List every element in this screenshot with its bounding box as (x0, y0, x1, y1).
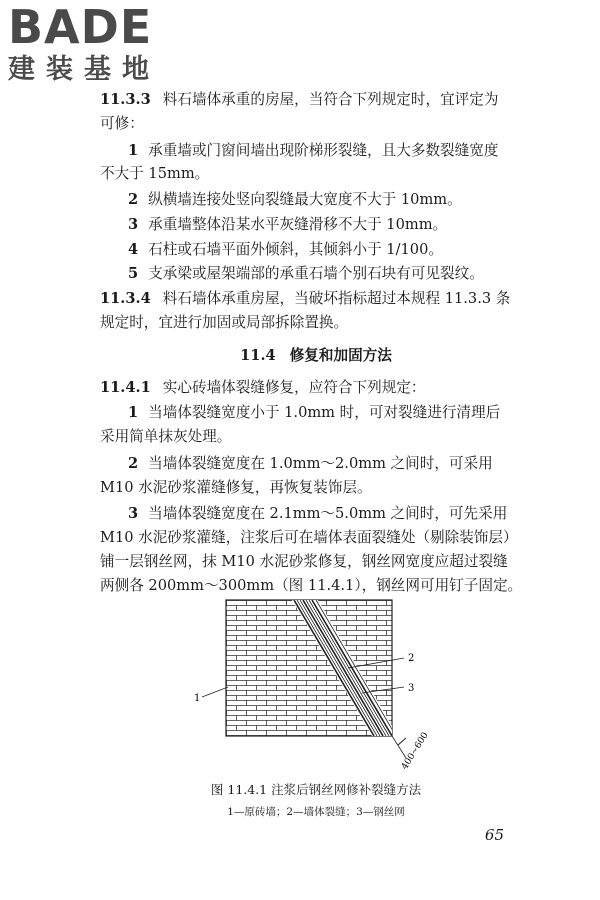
section-heading: 11.4 修复和加固方法 (240, 347, 392, 364)
list-item: 1 当墙体裂缝宽度小于 1.0mm 时，可对裂缝进行清理后 (128, 404, 501, 421)
list-item-continuation: M10 水泥砂浆灌缝修复，再恢复装饰层。 (100, 479, 372, 496)
figure-caption: 图 11.4.1 注浆后钢丝网修补裂缝方法 (210, 782, 422, 797)
clause-11-4-1-line-1: 11.4.1 实心砖墙体裂缝修复，应符合下列规定： (100, 379, 426, 396)
list-item: 3 当墙体裂缝宽度在 2.1mm～5.0mm 之间时，可先采用 (128, 505, 508, 522)
list-item: 4 石柱或石墙平面外倾斜，其倾斜小于 1/100。 (128, 241, 443, 258)
clause-11-3-4-line-2: 规定时，宜进行加固或局部拆除置换。 (100, 314, 349, 331)
clause-11-3-4-line-1: 11.3.4 料石墙体承重房屋，当破坏指标超过本规程 11.3.3 条 (100, 290, 511, 307)
page-number: 65 (484, 826, 504, 844)
watermark-brand: BADE (8, 0, 153, 54)
list-item: 2 当墙体裂缝宽度在 1.0mm～2.0mm 之间时，可采用 (128, 455, 493, 472)
figure-legend: 1—原砖墙；2—墙体裂缝；3—钢丝网 (227, 806, 405, 818)
list-item-continuation: 采用简单抹灰处理。 (100, 428, 232, 445)
list-item: 5 支承梁或屋架端部的承重石墙个别石块有可见裂纹。 (128, 265, 484, 282)
list-item-continuation: M10 水泥砂浆灌缝，注浆后可在墙体表面裂缝处（剔除装饰层） (100, 529, 518, 546)
clause-11-3-3-line-1: 11.3.3 料石墙体承重的房屋，当符合下列规定时，宜评定为 (100, 91, 499, 108)
label-1: 1 (194, 693, 201, 704)
watermark-logo (8, 2, 160, 86)
watermark-subtitle: 建装基地 (8, 54, 160, 85)
dimension-label: 400~600 (400, 730, 431, 772)
clause-number: 11.3.3 (100, 91, 151, 108)
list-item: 3 承重墙整体沿某水平灰缝滑移不大于 10mm。 (128, 216, 448, 233)
list-item-continuation: 铺一层钢丝网，抹 M10 水泥砂浆修复，钢丝网宽度应超过裂缝 (100, 553, 508, 570)
label-2: 2 (408, 653, 415, 664)
crack-repair-figure (180, 598, 460, 773)
clause-11-3-3-line-2: 可修： (100, 115, 144, 132)
label-3: 3 (408, 683, 415, 694)
list-item: 1 承重墙或门窗间墙出现阶梯形裂缝，且大多数裂缝宽度 (128, 142, 499, 159)
list-item-continuation: 不大于 15mm。 (100, 165, 210, 182)
list-item: 2 纵横墙连接处竖向裂缝最大宽度不大于 10mm。 (128, 191, 462, 208)
list-item-continuation: 两侧各 200mm～300mm（图 11.4.1），钢丝网可用钉子固定。 (100, 577, 523, 594)
